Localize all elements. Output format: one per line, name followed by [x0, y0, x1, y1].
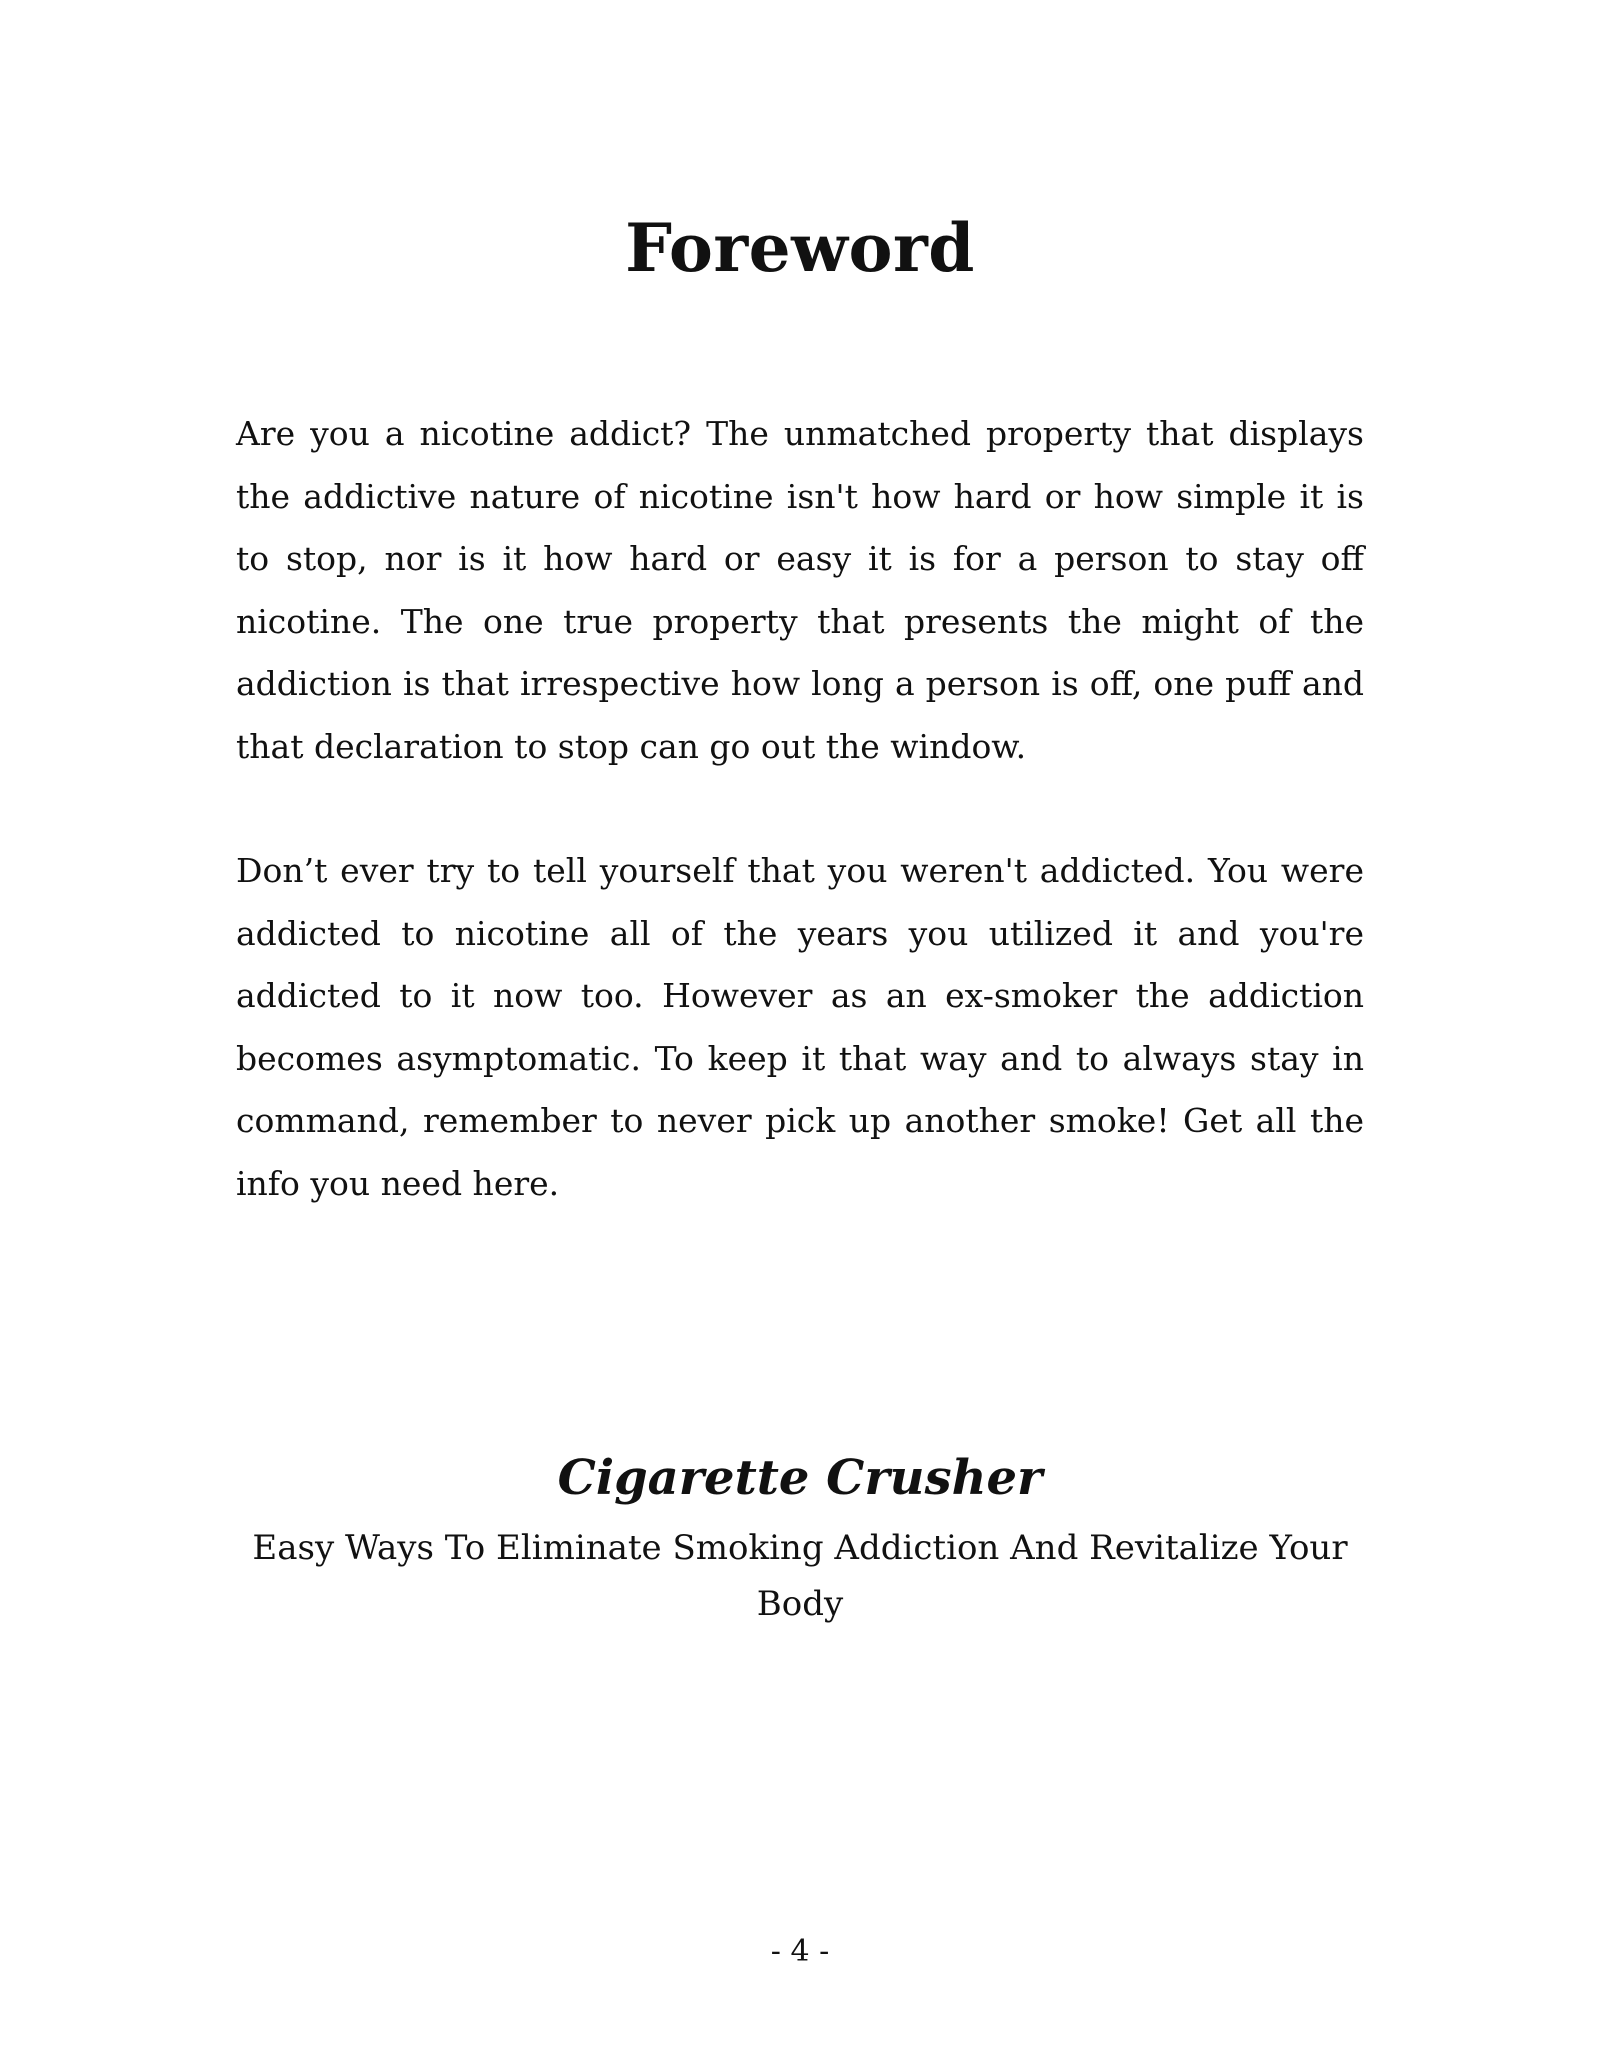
foreword-paragraph-2: Don’t ever try to tell yourself that you weren't addicted. You were addicted to nicotine all of the years you utilized it and you're addicted to it now too. However as an ex-smoker the addiction becomes asymptomatic. To keep it that way and to always stay in command, remember to never pick up another smoke! Get all the info you need here.	[236, 851, 1364, 1203]
book-title: Cigarette Crusher	[557, 1450, 1043, 1506]
page-title: Foreword	[625, 209, 975, 287]
foreword-paragraph-1: Are you a nicotine addict? The unmatched property that displays the addictive nature of nicotine isn't how hard or how simple it is to stop, nor is it how hard or easy it is for a person to stay off nicotine. The one true property that presents the might of the addiction is that irrespective how long a person is off, one puff and that declaration to stop can go out the window.	[236, 414, 1364, 766]
book-subtitle: Easy Ways To Eliminate Smoking Addiction And Revitalize Your Body	[252, 1528, 1348, 1624]
page-number: - 4 -	[770, 1934, 830, 1969]
